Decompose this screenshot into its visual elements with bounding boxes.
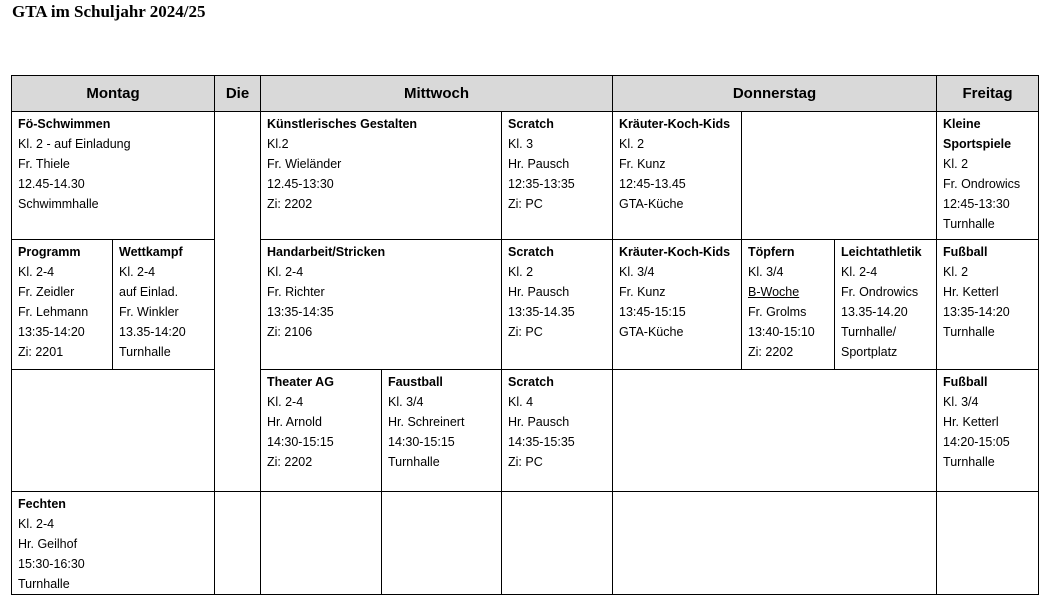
cell-mi-empty-c	[502, 492, 613, 595]
course-teacher: Fr. Zeidler	[18, 285, 75, 299]
table-row	[12, 112, 1039, 240]
cell-fr-fussball-2	[937, 370, 1039, 492]
course-teacher: Fr. Kunz	[619, 157, 666, 171]
course-class: Kl. 2-4	[119, 265, 156, 279]
header-donnerstag: Donnerstag	[613, 76, 937, 112]
course-class: Kl. 3/4	[943, 395, 979, 409]
cell-mi-scratch-1	[502, 112, 613, 240]
cell-dienstag-empty	[215, 112, 261, 492]
course-class: Kl. 2	[943, 157, 969, 171]
cell-mo-schwimmen	[12, 112, 215, 240]
course-title: Fußball	[943, 245, 988, 259]
course-class: Kl. 2	[508, 265, 534, 279]
course-time: 13:45-15:15	[619, 305, 686, 319]
course-teacher: Fr. Winkler	[119, 305, 179, 319]
table-row	[12, 240, 1039, 370]
cell-do-kraeuter-2	[613, 240, 742, 370]
course-room: Zi: PC	[508, 455, 543, 469]
course-title: Künstlerisches Gestalten	[267, 117, 418, 131]
document-title: GTA im Schuljahr 2024/25	[12, 2, 206, 21]
course-teacher: Hr. Pausch	[508, 157, 570, 171]
course-time: 13:35-14.35	[508, 305, 575, 319]
cell-do-toepfern	[742, 240, 835, 370]
cell-mi-faustball	[382, 370, 502, 492]
course-time: 13.35-14:20	[119, 325, 186, 339]
course-teacher: Hr. Ketterl	[943, 285, 999, 299]
course-class: Kl.2	[267, 137, 289, 151]
course-room: Turnhalle	[943, 455, 995, 469]
course-title: Faustball	[388, 375, 443, 389]
header-freitag: Freitag	[937, 76, 1039, 112]
course-title: Töpfern	[748, 245, 795, 259]
course-title: Scratch	[508, 117, 554, 131]
table-row	[12, 370, 1039, 492]
course-room: GTA-Küche	[619, 325, 684, 339]
course-teacher: Fr. Grolms	[748, 305, 807, 319]
course-room: Turnhalle	[943, 217, 995, 231]
course-title: Kräuter-Koch-Kids	[619, 117, 731, 131]
cell-do-kraeuter-1	[613, 112, 742, 240]
course-time: 14:30-15:15	[388, 435, 455, 449]
course-class: Kl. 3	[508, 137, 534, 151]
cell-mi-theater	[261, 370, 382, 492]
header-dienstag: Die	[215, 76, 261, 112]
course-teacher: Fr. Thiele	[18, 157, 70, 171]
course-title: Fußball	[943, 375, 988, 389]
course-class: Kl. 3/4	[388, 395, 424, 409]
course-room: Zi: 2202	[267, 197, 313, 211]
course-title: Theater AG	[267, 375, 334, 389]
course-room: Zi: PC	[508, 325, 543, 339]
cell-mi-kunst	[261, 112, 502, 240]
cell-mi-empty-b	[382, 492, 502, 595]
cell-mi-scratch-3	[502, 370, 613, 492]
course-time: 14:35-15:35	[508, 435, 575, 449]
course-room: Turnhalle/	[841, 325, 897, 339]
cell-do-leichtathletik	[835, 240, 937, 370]
course-teacher: Fr. Kunz	[619, 285, 666, 299]
course-room: Turnhalle	[119, 345, 171, 359]
course-room: Zi: PC	[508, 197, 543, 211]
header-mittwoch: Mittwoch	[261, 76, 613, 112]
course-teacher: Hr. Arnold	[267, 415, 322, 429]
cell-dienstag-empty-4	[215, 492, 261, 595]
course-time: 12.45-14.30	[18, 177, 85, 191]
course-room: Zi: 2202	[748, 345, 794, 359]
course-room: Zi: 2202	[267, 455, 313, 469]
cell-fr-fussball-1	[937, 240, 1039, 370]
header-montag: Montag	[12, 76, 215, 112]
header-row	[12, 76, 1039, 112]
cell-fr-sportspiele	[937, 112, 1039, 240]
course-room: Turnhalle	[388, 455, 440, 469]
course-class: Kl. 2-4	[18, 517, 55, 531]
course-teacher: Hr. Geilhof	[18, 537, 78, 551]
course-class: Kl. 2	[943, 265, 969, 279]
course-teacher: Hr. Pausch	[508, 415, 570, 429]
course-class: Kl. 2-4	[267, 395, 304, 409]
course-room: Zi: 2201	[18, 345, 64, 359]
cell-do-empty-3	[613, 492, 937, 595]
course-class: Kl. 2 - auf Einladung	[18, 137, 131, 151]
course-title: Wettkampf	[119, 245, 183, 259]
cell-do-empty-2	[613, 370, 937, 492]
course-time: 13:35-14:35	[267, 305, 334, 319]
cell-mo-fechten	[12, 492, 215, 595]
course-room: GTA-Küche	[619, 197, 684, 211]
course-title: Handarbeit/Stricken	[267, 245, 386, 259]
course-time: 14:20-15:05	[943, 435, 1010, 449]
course-title: Kleine Sportspiele	[943, 117, 1012, 151]
course-time: 13:35-14:20	[943, 305, 1010, 319]
course-time: 13:35-14:20	[18, 325, 85, 339]
course-room: Schwimmhalle	[18, 197, 99, 211]
course-teacher: Hr. Pausch	[508, 285, 570, 299]
course-teacher: Fr. Wieländer	[267, 157, 342, 171]
course-title: Scratch	[508, 245, 554, 259]
course-class: Kl. 2	[619, 137, 645, 151]
course-room: Sportplatz	[841, 345, 898, 359]
course-teacher: Fr. Ondrowics	[943, 177, 1021, 191]
course-time: 14:30-15:15	[267, 435, 334, 449]
course-title: Fechten	[18, 497, 66, 511]
course-time: 15:30-16:30	[18, 557, 85, 571]
course-room: Turnhalle	[943, 325, 995, 339]
course-title: Fö-Schwimmen	[18, 117, 111, 131]
course-time: 12:45-13.45	[619, 177, 686, 191]
course-class: Kl. 4	[508, 395, 534, 409]
course-time: 12.45-13:30	[267, 177, 334, 191]
course-teacher: Fr. Ondrowics	[841, 285, 919, 299]
cell-mo-wettkampf	[113, 240, 215, 370]
course-time: 12:35-13:35	[508, 177, 575, 191]
cell-do-empty-1	[742, 112, 937, 240]
course-title: Leichtathletik	[841, 245, 922, 259]
course-time: 13.35-14.20	[841, 305, 908, 319]
course-room: Zi: 2106	[267, 325, 313, 339]
course-class: Kl. 3/4	[748, 265, 784, 279]
course-week: B-Woche	[748, 285, 800, 299]
course-class: Kl. 3/4	[619, 265, 655, 279]
table-row	[12, 492, 1039, 595]
course-title: Programm	[18, 245, 81, 259]
cell-mo-empty	[12, 370, 215, 492]
course-room: Turnhalle	[18, 577, 70, 591]
course-class: Kl. 2-4	[267, 265, 304, 279]
course-teacher: Fr. Lehmann	[18, 305, 89, 319]
course-class: Kl. 2-4	[18, 265, 55, 279]
course-time: 12:45-13:30	[943, 197, 1010, 211]
cell-fr-empty	[937, 492, 1039, 595]
course-title: Kräuter-Koch-Kids	[619, 245, 731, 259]
cell-mo-programm	[12, 240, 113, 370]
course-time: 13:40-15:10	[748, 325, 815, 339]
schedule-table	[11, 75, 1039, 595]
cell-mi-handarbeit	[261, 240, 502, 370]
course-teacher: Hr. Schreinert	[388, 415, 465, 429]
course-class: Kl. 2-4	[841, 265, 878, 279]
course-title: Scratch	[508, 375, 554, 389]
course-note: auf Einlad.	[119, 285, 179, 299]
course-teacher: Hr. Ketterl	[943, 415, 999, 429]
course-teacher: Fr. Richter	[267, 285, 325, 299]
cell-mi-scratch-2	[502, 240, 613, 370]
cell-mi-empty-a	[261, 492, 382, 595]
